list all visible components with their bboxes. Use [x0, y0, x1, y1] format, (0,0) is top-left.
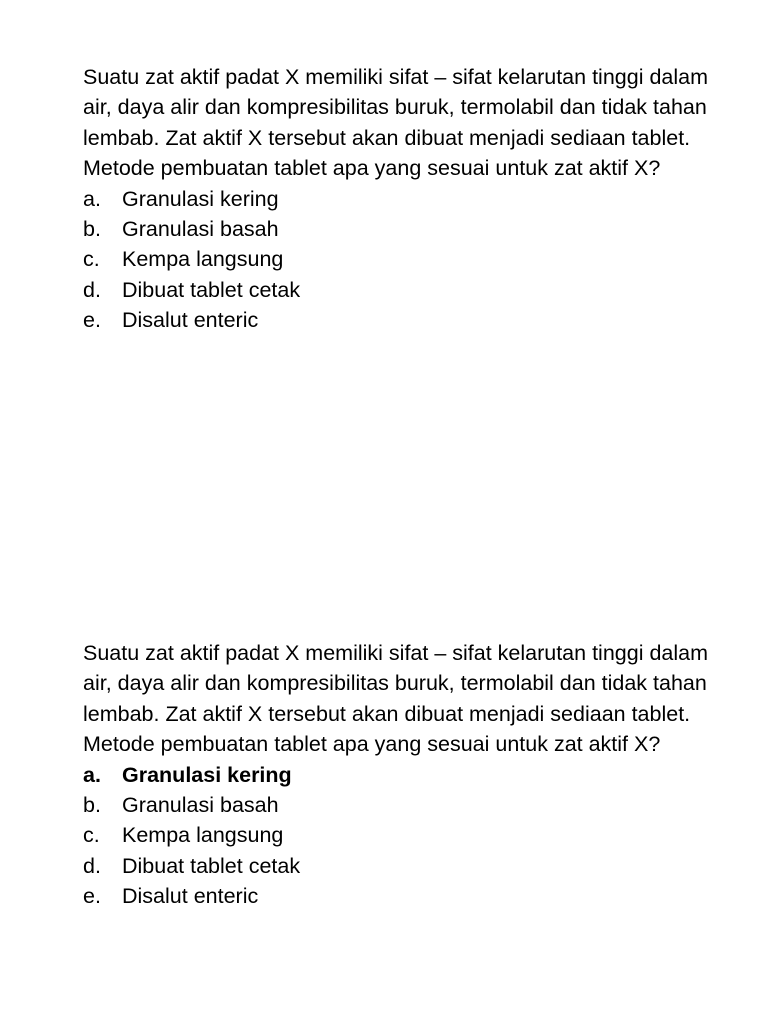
option-letter: d. [83, 853, 101, 878]
option-c [83, 820, 733, 850]
answer-options [83, 760, 733, 912]
option-letter: e. [83, 308, 101, 333]
option-text: Disalut enteric [122, 308, 259, 333]
option-text: Kempa langsung [122, 247, 284, 272]
question-slide [83, 62, 733, 336]
option-text: Granulasi kering [122, 762, 292, 787]
option-text: Dibuat tablet cetak [122, 277, 301, 302]
question-paragraph: Suatu zat aktif padat X memiliki sifat – sifat kelarutan tinggi dalam air, daya alir dan kompresibilitas buruk, termolabil dan tidak tahan lembab. Zat aktif X tersebut akan dibuat menjadi sediaan tablet. Metode pembuatan tablet apa yang sesuai untuk zat aktif X? [83, 65, 709, 181]
option-letter: e. [83, 884, 101, 909]
option-letter: b. [83, 217, 101, 242]
option-d [83, 275, 733, 305]
option-text: Disalut enteric [122, 884, 259, 909]
option-letter: d. [83, 277, 101, 302]
question-text [83, 62, 733, 184]
answer-options [83, 184, 733, 336]
question-text [83, 638, 733, 760]
option-b [83, 790, 733, 820]
option-b [83, 214, 733, 244]
option-letter: a. [83, 762, 101, 787]
option-letter: c. [83, 247, 100, 272]
option-a-correct-answer [83, 760, 733, 790]
option-text: Granulasi basah [122, 793, 279, 818]
option-letter: a. [83, 186, 101, 211]
option-a [83, 184, 733, 214]
option-d [83, 851, 733, 881]
option-letter: c. [83, 823, 100, 848]
option-letter: b. [83, 793, 101, 818]
option-e [83, 305, 733, 335]
option-text: Kempa langsung [122, 823, 284, 848]
answer-slide [83, 638, 733, 912]
question-paragraph: Suatu zat aktif padat X memiliki sifat – sifat kelarutan tinggi dalam air, daya alir dan kompresibilitas buruk, termolabil dan tidak tahan lembab. Zat aktif X tersebut akan dibuat menjadi sediaan tablet. Metode pembuatan tablet apa yang sesuai untuk zat aktif X? [83, 641, 709, 757]
option-e [83, 881, 733, 911]
option-text: Granulasi basah [122, 217, 279, 242]
option-c [83, 244, 733, 274]
option-text: Granulasi kering [122, 186, 279, 211]
option-text: Dibuat tablet cetak [122, 853, 301, 878]
